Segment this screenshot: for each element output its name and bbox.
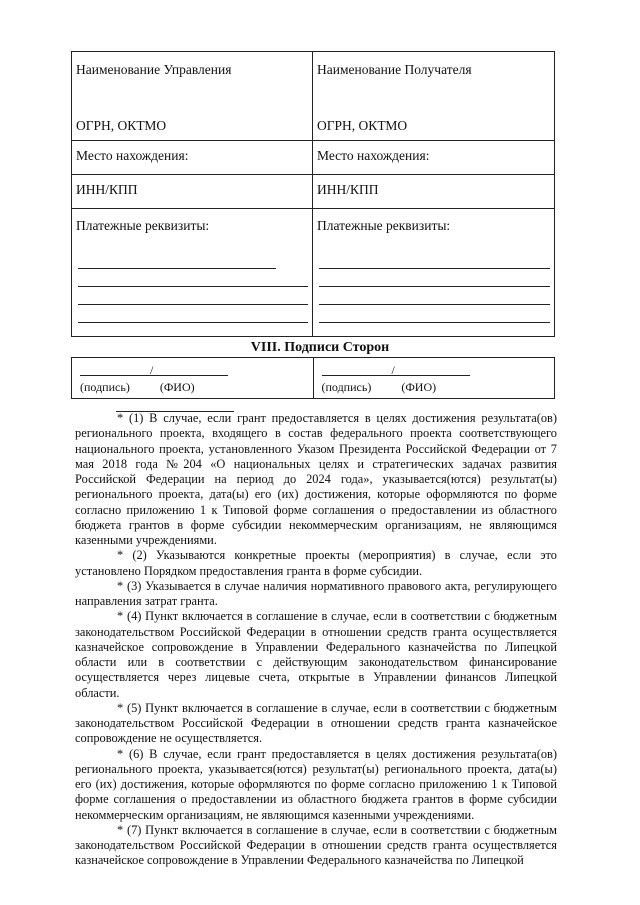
signature-slash: /	[391, 363, 395, 377]
fio-caption: (ФИО)	[401, 380, 437, 394]
recipient-name-cell	[313, 52, 555, 141]
management-payment-lines	[78, 251, 308, 323]
management-payment-label: Платежные реквизиты:	[76, 218, 210, 233]
signature-line	[322, 375, 470, 376]
signature-captions	[80, 380, 195, 395]
management-ogrn-label: ОГРН, ОКТМО	[76, 118, 167, 133]
management-payment-cell	[72, 209, 313, 337]
recipient-payment-cell	[313, 209, 555, 337]
recipient-name-label: Наименование Получателя	[317, 62, 472, 77]
signature-line	[80, 375, 228, 376]
recipient-inn-label: ИНН/КПП	[313, 175, 555, 209]
requisites-place-row	[72, 141, 555, 175]
blank-line	[78, 269, 308, 287]
section-title: VIII. Подписи Сторон	[250, 340, 390, 355]
blank-line	[78, 287, 308, 305]
footnote-3: * (3) Указывается в случае наличия нормативного правового акта, регулирующего направления затрат гранта.	[75, 578, 557, 608]
signature-caption: (подпись)	[321, 380, 372, 394]
recipient-payment-label: Платежные реквизиты:	[317, 218, 451, 233]
blank-line	[319, 305, 550, 323]
blank-line	[319, 287, 550, 305]
footnote-4: * (4) Пункт включается в соглашение в случае, если в соответствии с бюджетным законодательством Российской Федерации в отношении средств гранта осуществляется казначейское сопровождение в Управлении Федерального казначейства по Липецкой области или в соответствии с действующим законодательством финансирование осуществляется через лицевые счета, открытые в Управлении финансов Липецкой области.	[75, 609, 557, 700]
blank-line	[319, 251, 550, 269]
management-name-cell	[72, 52, 313, 141]
blank-line	[319, 269, 550, 287]
requisites-inn-row	[72, 175, 555, 209]
footnote-7: * (7) Пункт включается в соглашение в случае, если в соответствии с бюджетным законодательством Российской Федерации в отношении средств гранта осуществляется казначейское сопровождение в Управлении Федерального казначейства по Липецкой	[75, 822, 557, 868]
management-signature-cell	[72, 358, 314, 399]
recipient-ogrn-label: ОГРН, ОКТМО	[317, 118, 408, 133]
signature-caption: (подпись)	[80, 380, 130, 394]
fio-caption: (ФИО)	[159, 380, 195, 394]
recipient-signature-cell	[313, 358, 555, 399]
blank-line	[78, 251, 276, 269]
signature-slash: /	[150, 363, 154, 377]
recipient-place-label: Место нахождения:	[313, 141, 555, 175]
footnote-2: * (2) Указываются конкретные проекты (мероприятия) в случае, если это установлено Порядком предоставления гранта в форме субсидии.	[75, 548, 557, 578]
requisites-table	[71, 51, 555, 337]
footnote-1: * (1) В случае, если грант предоставляется в целях достижения результата(ов) регионального проекта, входящего в состав федерального проекта соответствующего национального проекта, установленного Указом Президента Российской Федерации от 7 мая 2018 года №204 «О национальных целях и стратегических задачах развития Российской Федерации на период до 2024 года», указывается(ются) результат(ы) регионального проекта, дата(ы) его (их) достижения, которые оформляются по форме согласно приложению 1 к Типовой форме соглашения о предоставлении из областного бюджета грантов в форме субсидии некоммерческим организациям, не являющимся казенными учреждениями.	[75, 411, 557, 547]
recipient-payment-lines	[319, 251, 550, 323]
requisites-name-row	[72, 52, 555, 141]
blank-line	[78, 305, 308, 323]
signatures-table	[71, 357, 555, 399]
footnote-6: * (6) В случае, если грант предоставляется в целях достижения результата(ов) регионального проекта, указывается(ются) результат(ы) регионального проекта, дата(ы) его (их) достижения, которые оформляются по форме согласно приложению 1 к Типовой форме соглашения о предоставлении из областного бюджета грантов в форме субсидии некоммерческим организациям, не являющимся казенными учреждениями.	[75, 746, 557, 822]
management-name-label: Наименование Управления	[76, 62, 232, 77]
management-place-label: Место нахождения:	[72, 141, 313, 175]
signature-captions	[322, 380, 437, 395]
management-inn-label: ИНН/КПП	[72, 175, 313, 209]
requisites-payment-row	[72, 209, 555, 337]
footnotes	[75, 411, 557, 869]
footnote-5: * (5) Пункт включается в соглашение в случае, если в соответствии с бюджетным законодательством Российской Федерации в отношении средств гранта казначейское сопровождение не осуществляется.	[75, 700, 557, 746]
